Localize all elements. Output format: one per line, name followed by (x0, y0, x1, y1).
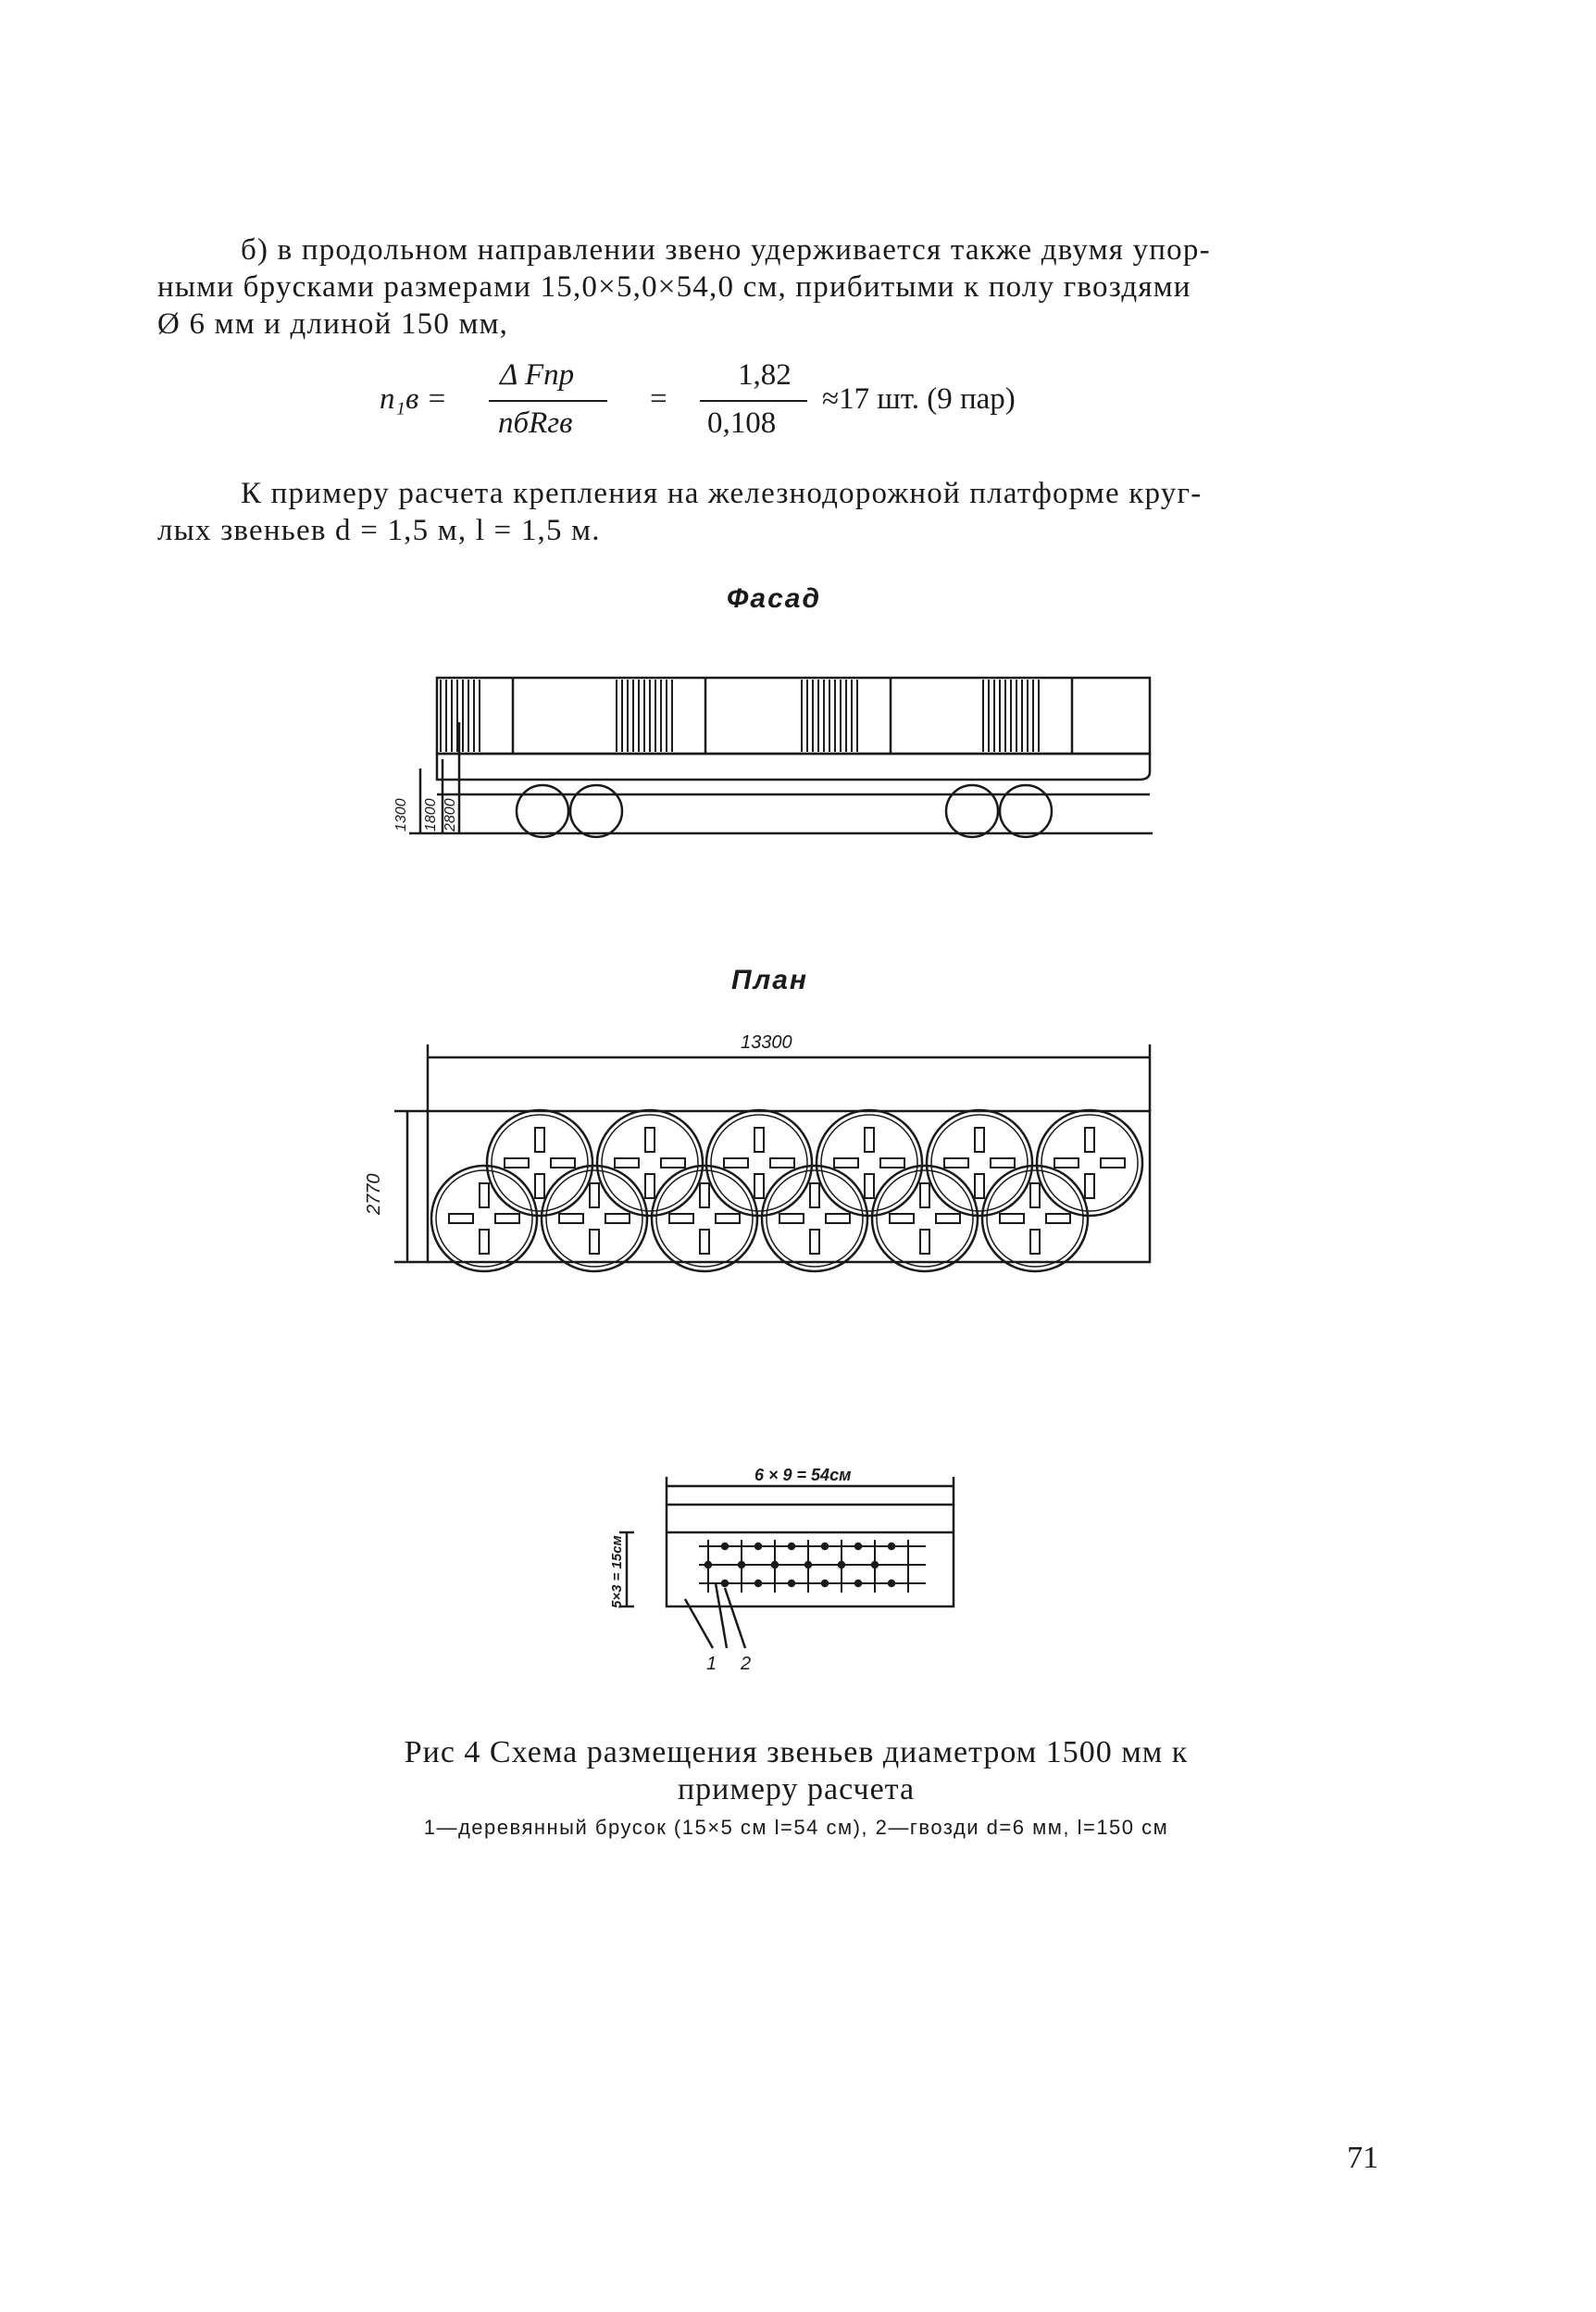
ring-outer (762, 1166, 867, 1271)
radial-bar (770, 1158, 794, 1168)
nail (822, 1581, 828, 1586)
ring-links-group (431, 1110, 1142, 1271)
bar-height-label: 5×3 = 15см (609, 1535, 625, 1608)
radial-bar (645, 1174, 655, 1198)
text-line: б) в продольном направлении звено удерживается также двумя упор- (241, 233, 1211, 267)
wheel (517, 785, 568, 837)
formula-numerator-2: 1,82 (738, 358, 792, 392)
radial-bar (975, 1174, 984, 1198)
radial-bar (936, 1214, 960, 1223)
formula-denominator-1: nбRгв (498, 406, 573, 440)
radial-bar (991, 1158, 1015, 1168)
radial-bar (975, 1128, 984, 1152)
radial-bar (754, 1128, 764, 1152)
platform-deck (437, 754, 1150, 780)
radial-bar (551, 1158, 575, 1168)
radial-bar (920, 1183, 929, 1207)
facade-stripe-groups (441, 678, 1072, 754)
fraction-bar (700, 400, 807, 402)
nail (722, 1581, 728, 1586)
plan-drawing (352, 1032, 1166, 1268)
nail-grid (699, 1540, 926, 1593)
ring-outer (817, 1110, 922, 1216)
dim-label-1800: 1800 (423, 798, 439, 831)
radial-bar (724, 1158, 748, 1168)
ring-inner (1041, 1115, 1138, 1211)
radial-bar (645, 1128, 655, 1152)
ring-inner (436, 1170, 532, 1267)
callout-1: 1 (706, 1654, 717, 1674)
radial-bar (495, 1214, 519, 1223)
bar-detail-drawing (606, 1458, 977, 1674)
nail (872, 1562, 878, 1568)
ring-outer (1037, 1110, 1142, 1216)
ring-inner (767, 1170, 863, 1267)
text-line: ными брусками размерами 15,0×5,0×54,0 см, прибитыми к полу гвоздями (157, 270, 1191, 304)
page-number: 71 (1347, 2141, 1378, 2175)
radial-bar (754, 1174, 764, 1198)
ring-link (431, 1166, 537, 1271)
fraction-bar (489, 400, 607, 402)
facade-load-outline (437, 678, 1150, 754)
ring-inner (877, 1170, 973, 1267)
formula-result: ≈17 шт. (9 пар) (822, 382, 1016, 416)
radial-bar (1030, 1183, 1040, 1207)
nail (822, 1543, 828, 1549)
ring-outer (652, 1166, 757, 1271)
nail (889, 1581, 894, 1586)
formula-equals: = (650, 382, 667, 416)
nail (755, 1543, 761, 1549)
radial-bar (661, 1158, 685, 1168)
facade-title: Фасад (727, 583, 822, 614)
radial-bar (1101, 1158, 1125, 1168)
radial-bar (480, 1183, 489, 1207)
facade-drawing (370, 667, 1166, 852)
radial-bar (810, 1183, 819, 1207)
paragraph-b (157, 231, 1365, 343)
ring-link (927, 1110, 1032, 1216)
nail-count-formula (380, 356, 1213, 449)
facade-ring-side (802, 680, 857, 752)
nail (722, 1543, 728, 1549)
radial-bar (1085, 1128, 1094, 1152)
ring-inner (821, 1115, 917, 1211)
formula-numerator-1: Δ Fпр (500, 358, 575, 392)
ring-link (487, 1110, 592, 1216)
ring-outer (982, 1166, 1088, 1271)
radial-bar (779, 1214, 804, 1223)
wheel (570, 785, 622, 837)
wheel (1000, 785, 1052, 837)
figure-legend: 1—деревянный брусок (15×5 см l=54 см), 2—гвозди d=6 мм, l=150 см (423, 1816, 1169, 1839)
nail (805, 1562, 811, 1568)
callout-leader (725, 1588, 745, 1648)
nail (789, 1543, 794, 1549)
radial-bar (615, 1158, 639, 1168)
facade-ring-side (983, 680, 1039, 752)
ring-link (542, 1166, 647, 1271)
radial-bar (700, 1183, 709, 1207)
dim-label-2800: 2800 (443, 798, 458, 831)
ring-link (706, 1110, 812, 1216)
ring-inner (602, 1115, 698, 1211)
ring-inner (711, 1115, 807, 1211)
facade-ring-side (617, 680, 672, 752)
radial-bar (1054, 1158, 1079, 1168)
bar-length-label: 6 × 9 = 54см (754, 1466, 852, 1484)
nail (772, 1562, 778, 1568)
ring-link (762, 1166, 867, 1271)
dim-label-1300: 1300 (393, 798, 409, 831)
radial-bar (810, 1230, 819, 1254)
radial-bar (880, 1158, 904, 1168)
radial-bar (449, 1214, 473, 1223)
ring-outer (431, 1166, 537, 1271)
radial-bar (920, 1230, 929, 1254)
ring-link (652, 1166, 757, 1271)
ring-inner (492, 1115, 588, 1211)
text-line: Ø 6 мм и длиной 150 мм, (157, 307, 509, 341)
ring-outer (706, 1110, 812, 1216)
radial-bar (826, 1214, 850, 1223)
nail (855, 1543, 861, 1549)
radial-bar (716, 1214, 740, 1223)
radial-bar (834, 1158, 858, 1168)
ring-inner (987, 1170, 1083, 1267)
ring-link (597, 1110, 703, 1216)
nail (739, 1562, 744, 1568)
nail (705, 1562, 711, 1568)
radial-bar (944, 1158, 968, 1168)
figure-caption: Рис 4 Схема размещения звеньев диаметром 1500 мм к примеру расчета (404, 1735, 1189, 1806)
ring-inner (931, 1115, 1028, 1211)
ring-link (982, 1166, 1088, 1271)
radial-bar (590, 1230, 599, 1254)
radial-bar (559, 1214, 583, 1223)
wooden-bar-outline (667, 1505, 954, 1606)
plan-width-label: 2770 (364, 1173, 384, 1215)
ring-inner (656, 1170, 753, 1267)
radial-bar (590, 1183, 599, 1207)
radial-bar (1085, 1174, 1094, 1198)
radial-bar (1000, 1214, 1024, 1223)
nail (839, 1562, 844, 1568)
ring-inner (546, 1170, 642, 1267)
ring-link (1037, 1110, 1142, 1216)
plan-length-label: 13300 (741, 1032, 792, 1053)
callout-2: 2 (741, 1654, 752, 1674)
radial-bar (669, 1214, 693, 1223)
ring-link (872, 1166, 978, 1271)
radial-bar (535, 1128, 544, 1152)
nail (855, 1581, 861, 1586)
radial-bar (890, 1214, 914, 1223)
wheel (946, 785, 998, 837)
radial-bar (1030, 1230, 1040, 1254)
ring-outer (927, 1110, 1032, 1216)
radial-bar (865, 1174, 874, 1198)
ring-outer (872, 1166, 978, 1271)
radial-bar (700, 1230, 709, 1254)
nail (789, 1581, 794, 1586)
text-line: К примеру расчета крепления на железнодорожной платформе круг- (241, 477, 1203, 510)
nail (755, 1581, 761, 1586)
ring-link (817, 1110, 922, 1216)
formula-lhs: n₁в = (380, 382, 447, 416)
ring-outer (597, 1110, 703, 1216)
radial-bar (605, 1214, 630, 1223)
text-line: лых звеньев d = 1,5 м, l = 1,5 м. (157, 514, 601, 547)
nail (889, 1543, 894, 1549)
ring-outer (542, 1166, 647, 1271)
radial-bar (535, 1174, 544, 1198)
radial-bar (865, 1128, 874, 1152)
formula-denominator-2: 0,108 (707, 406, 777, 440)
radial-bar (480, 1230, 489, 1254)
ring-outer (487, 1110, 592, 1216)
radial-bar (505, 1158, 529, 1168)
plan-title: План (731, 965, 809, 995)
callout-leader (716, 1583, 727, 1648)
paragraph-example (157, 475, 1365, 549)
radial-bar (1046, 1214, 1070, 1223)
